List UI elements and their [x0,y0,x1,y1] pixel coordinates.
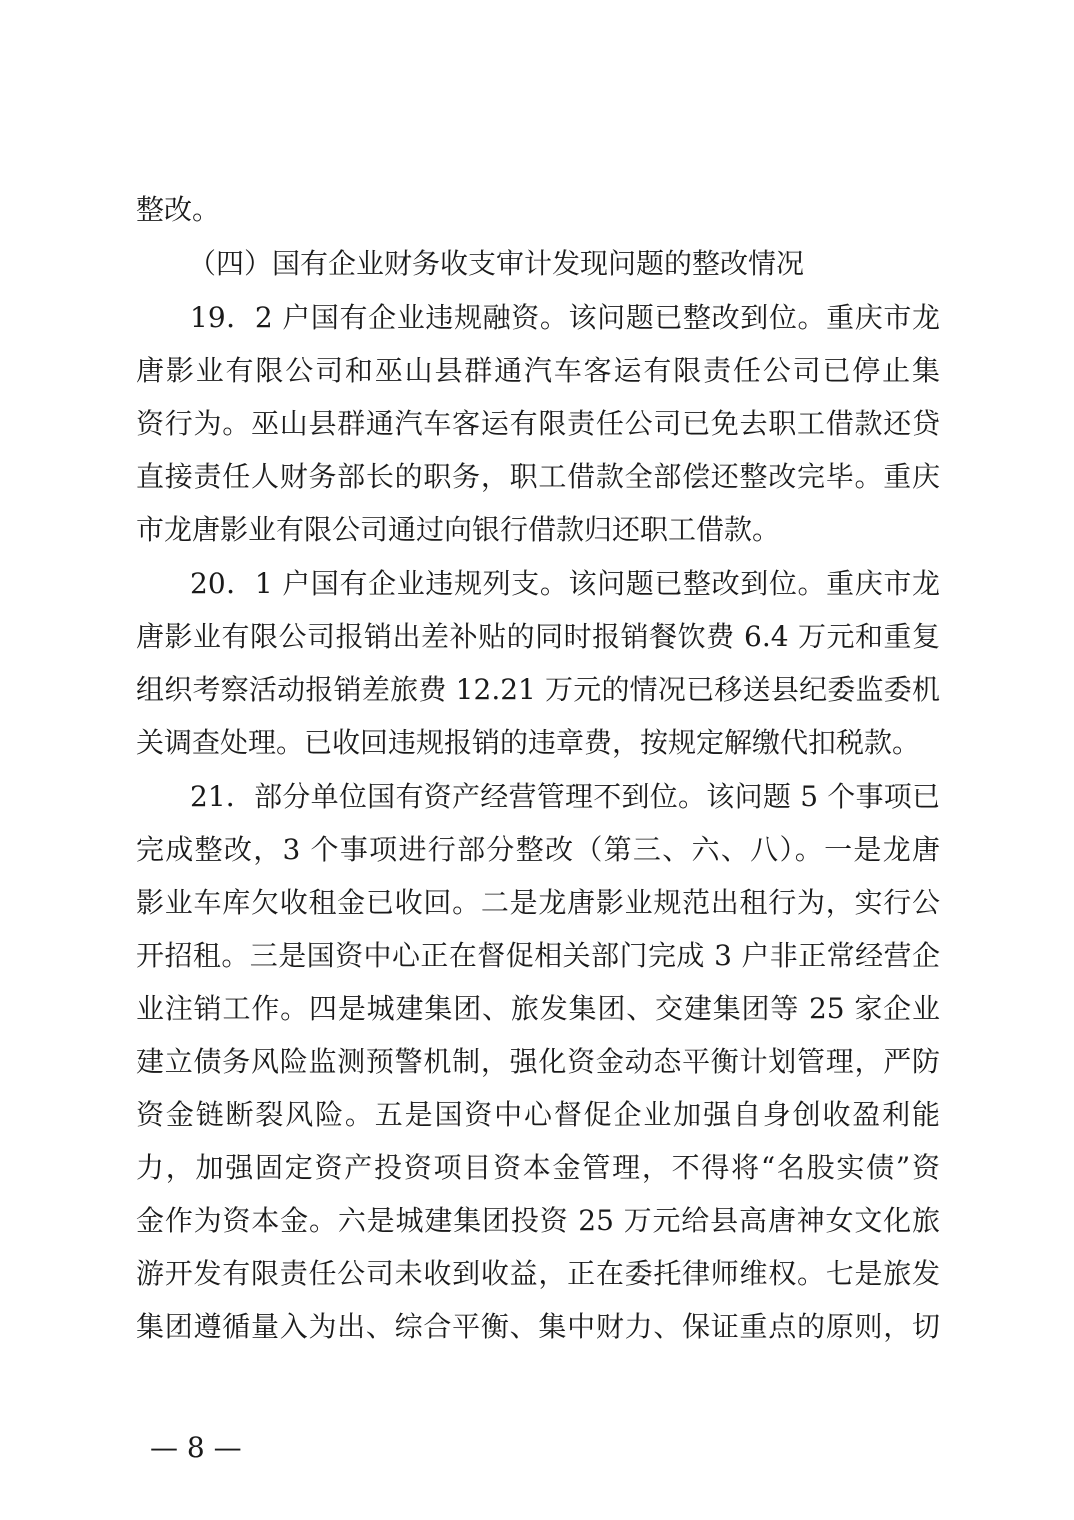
text-line: 开招租。三是国资中心正在督促相关部门完成 3 户非正常经营企 [136,939,940,972]
text-line: 资行为。巫山县群通汽车客运有限责任公司已免去职工借款还贷 [136,407,940,440]
text-line: 关调查处理。已收回违规报销的违章费，按规定解缴代扣税款。 [136,726,921,759]
text-line: 资金链断裂风险。五是国资中心督促企业加强自身创收盈利能 [136,1098,940,1131]
text-line: 集团遵循量入为出、综合平衡、集中财力、保证重点的原则，切 [136,1310,940,1343]
text-line: 影业车库欠收租金已收回。二是龙唐影业规范出租行为，实行公 [136,886,940,919]
text-line: 金作为资本金。六是城建集团投资 25 万元给县高唐神女文化旅 [136,1204,940,1237]
text-line: 市龙唐影业有限公司通过向银行借款归还职工借款。 [136,513,781,546]
text-line: 20．1 户国有企业违规列支。该问题已整改到位。重庆市龙 [190,567,940,600]
text-line: 唐影业有限公司和巫山县群通汽车客运有限责任公司已停止集 [136,354,940,387]
text-line: 直接责任人财务部长的职务，职工借款全部偿还整改完毕。重庆 [136,460,940,493]
text-line: 力，加强固定资产投资项目资本金管理，不得将“名股实债”资 [136,1151,940,1184]
text-line: 19．2 户国有企业违规融资。该问题已整改到位。重庆市龙 [190,301,940,334]
text-line: 唐影业有限公司报销出差补贴的同时报销餐饮费 6.4 万元和重复 [136,620,940,653]
text-line: 组织考察活动报销差旅费 12.21 万元的情况已移送县纪委监委机 [136,673,940,706]
text-line: 完成整改，3 个事项进行部分整改（第三、六、八）。一是龙唐 [136,833,940,866]
section-heading: （四）国有企业财务收支审计发现问题的整改情况 [188,247,805,280]
page-number: — 8 — [150,1431,242,1464]
text-line: 游开发有限责任公司未收到收益，正在委托律师维权。七是旅发 [136,1257,940,1290]
text-line: 整改。 [136,193,221,226]
text-line: 21．部分单位国有资产经营管理不到位。该问题 5 个事项已 [190,780,940,813]
text-line: 业注销工作。四是城建集团、旅发集团、交建集团等 25 家企业 [136,992,940,1025]
text-line: 建立债务风险监测预警机制，强化资金动态平衡计划管理，严防 [136,1045,940,1078]
